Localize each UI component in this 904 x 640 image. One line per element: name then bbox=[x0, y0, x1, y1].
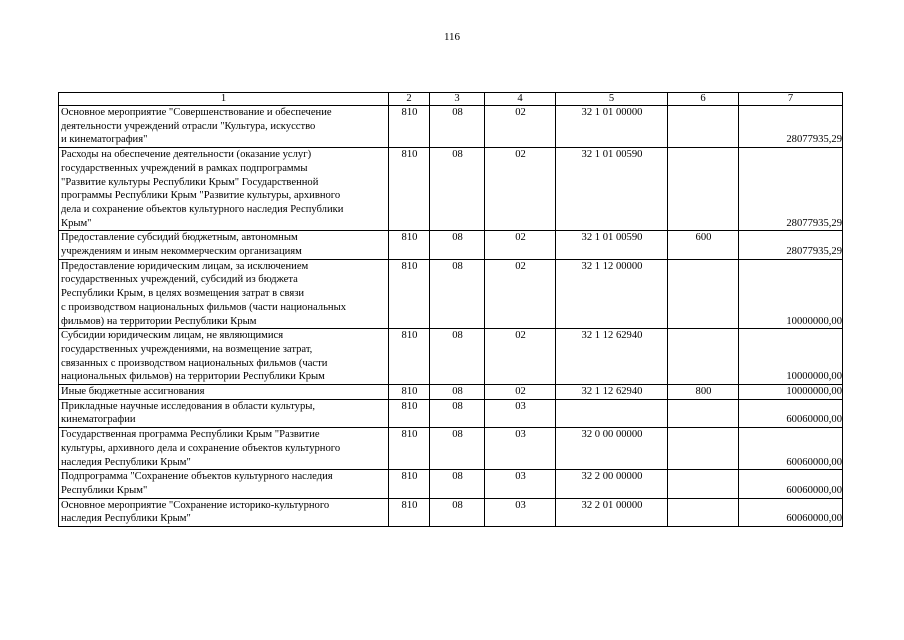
subsection-cell: 02 bbox=[485, 148, 556, 231]
expense-type-cell bbox=[668, 498, 739, 526]
code-cell: 810 bbox=[389, 148, 430, 231]
table-row bbox=[59, 399, 843, 427]
subsection-cell: 03 bbox=[485, 498, 556, 526]
code-cell: 810 bbox=[389, 106, 430, 148]
row-name-cell: Государственная программа Республики Крым "Развитие культуры, архивного дела и сохранение объектов культурного наследия Республики Крым" bbox=[59, 428, 389, 470]
amount-cell: 60060000,00 bbox=[739, 470, 843, 498]
section-cell: 08 bbox=[430, 498, 485, 526]
row-name-cell: Расходы на обеспечение деятельности (оказание услуг) государственных учреждений в рамках подпрограммы "Развитие культуры Республики Крым" Государственной программы Республики Крым "Развитие культуры, архивного дела и сохранение объектов культурного наследия Республики Крым" bbox=[59, 148, 389, 231]
target-article-cell: 32 1 12 62940 bbox=[556, 329, 668, 385]
expense-type-cell bbox=[668, 329, 739, 385]
target-article-cell: 32 2 01 00000 bbox=[556, 498, 668, 526]
section-cell: 08 bbox=[430, 329, 485, 385]
section-cell: 08 bbox=[430, 399, 485, 427]
target-article-cell: 32 1 01 00000 bbox=[556, 106, 668, 148]
table-row bbox=[59, 498, 843, 526]
page-number: 116 bbox=[443, 31, 461, 43]
expense-type-cell bbox=[668, 428, 739, 470]
target-article-cell: 32 1 12 62940 bbox=[556, 385, 668, 400]
amount-cell: 60060000,00 bbox=[739, 498, 843, 526]
table-row bbox=[59, 231, 843, 259]
expense-type-cell: 600 bbox=[668, 231, 739, 259]
subsection-cell: 03 bbox=[485, 428, 556, 470]
budget-table bbox=[58, 92, 843, 527]
row-name-cell: Прикладные научные исследования в области культуры, кинематографии bbox=[59, 399, 389, 427]
column-header: 5 bbox=[556, 93, 668, 106]
expense-type-cell bbox=[668, 106, 739, 148]
row-name-cell: Предоставление юридическим лицам, за исключением государственных учреждений, субсидий из бюджета Республики Крым, в целях возмещения затрат в связи с производством национальных фильмов (части национальных фильмов) на территории Республики Крым bbox=[59, 259, 389, 329]
target-article-cell: 32 0 00 00000 bbox=[556, 428, 668, 470]
code-cell: 810 bbox=[389, 470, 430, 498]
section-cell: 08 bbox=[430, 231, 485, 259]
column-header: 6 bbox=[668, 93, 739, 106]
row-name-cell: Основное мероприятие "Совершенствование и обеспечение деятельности учреждений отрасли "Культура, искусство и кинематография" bbox=[59, 106, 389, 148]
subsection-cell: 02 bbox=[485, 106, 556, 148]
target-article-cell: 32 1 01 00590 bbox=[556, 148, 668, 231]
table-row bbox=[59, 385, 843, 400]
code-cell: 810 bbox=[389, 498, 430, 526]
amount-cell: 28077935,29 bbox=[739, 148, 843, 231]
target-article-cell bbox=[556, 399, 668, 427]
subsection-cell: 02 bbox=[485, 231, 556, 259]
column-header: 4 bbox=[485, 93, 556, 106]
expense-type-cell bbox=[668, 399, 739, 427]
target-article-cell: 32 1 01 00590 bbox=[556, 231, 668, 259]
section-cell: 08 bbox=[430, 259, 485, 329]
table-header-row bbox=[59, 93, 843, 106]
column-header: 3 bbox=[430, 93, 485, 106]
row-name-cell: Предоставление субсидий бюджетным, автономным учреждениям и иным некоммерческим организациям bbox=[59, 231, 389, 259]
expense-type-cell: 800 bbox=[668, 385, 739, 400]
table-row bbox=[59, 106, 843, 148]
code-cell: 810 bbox=[389, 428, 430, 470]
table-row bbox=[59, 259, 843, 329]
amount-cell: 60060000,00 bbox=[739, 399, 843, 427]
code-cell: 810 bbox=[389, 399, 430, 427]
expense-type-cell bbox=[668, 148, 739, 231]
row-name-cell: Субсидии юридическим лицам, не являющимися государственных учреждениями, на возмещение затрат, связанных с производством национальных фильмов (части национальных фильмов) на территории Республики Крым bbox=[59, 329, 389, 385]
row-name-cell: Иные бюджетные ассигнования bbox=[59, 385, 389, 400]
column-header: 1 bbox=[59, 93, 389, 106]
subsection-cell: 02 bbox=[485, 385, 556, 400]
subsection-cell: 02 bbox=[485, 259, 556, 329]
amount-cell: 10000000,00 bbox=[739, 329, 843, 385]
section-cell: 08 bbox=[430, 148, 485, 231]
subsection-cell: 03 bbox=[485, 399, 556, 427]
amount-cell: 28077935,29 bbox=[739, 231, 843, 259]
amount-cell: 10000000,00 bbox=[739, 259, 843, 329]
amount-cell: 60060000,00 bbox=[739, 428, 843, 470]
target-article-cell: 32 1 12 00000 bbox=[556, 259, 668, 329]
section-cell: 08 bbox=[430, 106, 485, 148]
code-cell: 810 bbox=[389, 231, 430, 259]
amount-cell: 10000000,00 bbox=[739, 385, 843, 400]
expense-type-cell bbox=[668, 470, 739, 498]
expense-type-cell bbox=[668, 259, 739, 329]
code-cell: 810 bbox=[389, 259, 430, 329]
subsection-cell: 02 bbox=[485, 329, 556, 385]
table-row bbox=[59, 148, 843, 231]
table-row bbox=[59, 329, 843, 385]
code-cell: 810 bbox=[389, 329, 430, 385]
code-cell: 810 bbox=[389, 385, 430, 400]
section-cell: 08 bbox=[430, 470, 485, 498]
table-row bbox=[59, 470, 843, 498]
subsection-cell: 03 bbox=[485, 470, 556, 498]
row-name-cell: Основное мероприятие "Сохранение историко-культурного наследия Республики Крым" bbox=[59, 498, 389, 526]
table-row bbox=[59, 428, 843, 470]
amount-cell: 28077935,29 bbox=[739, 106, 843, 148]
column-header: 7 bbox=[739, 93, 843, 106]
section-cell: 08 bbox=[430, 385, 485, 400]
section-cell: 08 bbox=[430, 428, 485, 470]
target-article-cell: 32 2 00 00000 bbox=[556, 470, 668, 498]
column-header: 2 bbox=[389, 93, 430, 106]
row-name-cell: Подпрограмма "Сохранение объектов культурного наследия Республики Крым" bbox=[59, 470, 389, 498]
